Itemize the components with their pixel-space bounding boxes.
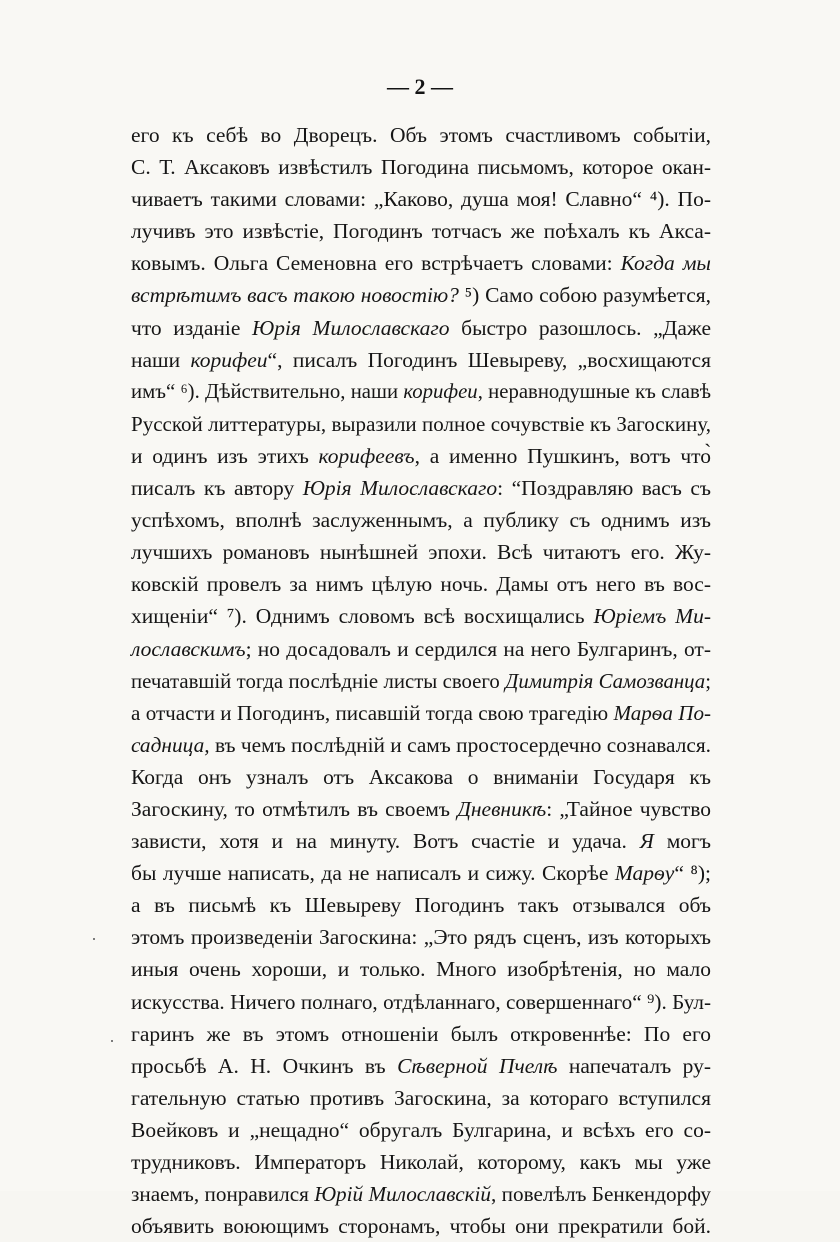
italic-title-span: Марѳа По- bbox=[613, 700, 712, 725]
text-line bbox=[131, 119, 711, 151]
text-span: : „Тайное чувство bbox=[546, 796, 711, 821]
text-line bbox=[131, 1114, 711, 1146]
text-span: “ ⁸); bbox=[674, 861, 712, 886]
text-span: въ чемъ послѣдній и самъ простосердечно сознавался. bbox=[209, 732, 711, 757]
text-line bbox=[131, 247, 711, 279]
italic-title-span: Когда мы bbox=[620, 251, 711, 276]
italic-title-span: корифеи bbox=[190, 347, 268, 372]
text-line bbox=[131, 1210, 711, 1242]
paper-speck bbox=[111, 1040, 113, 1042]
italic-title-span: садница, bbox=[131, 732, 210, 757]
text-line bbox=[131, 986, 711, 1018]
text-span: этомъ произведеніи Загоскина: „Это рядъ сценъ, изъ которыхъ bbox=[131, 925, 711, 950]
text-span: , неравнодушные къ славѣ bbox=[477, 380, 711, 403]
text-span: чиваетъ такими словами: „Каково, душа моя! Славно“ ⁴). По- bbox=[131, 187, 711, 212]
text-span: гаринъ же въ этомъ отношеніи былъ откровеннѣе: По его bbox=[131, 1021, 711, 1046]
text-span: хищеніи“ ⁷). Однимъ словомъ всѣ восхищались bbox=[131, 604, 594, 629]
text-span: ковымъ. Ольга Семеновна его встрѣчаетъ словами: bbox=[131, 251, 621, 276]
text-span: , а именно Пушкинъ, вотъ что̀ bbox=[414, 443, 711, 468]
text-span: бы лучше написать, да не написалъ и сижу. Скорѣе bbox=[131, 861, 615, 886]
text-span: искусства. Ничего полнаго, отдѣланнаго, совершеннаго“ ⁹). Бул- bbox=[131, 989, 711, 1014]
italic-title-span: встрѣтимъ васъ такою новостію? bbox=[131, 283, 459, 308]
text-line bbox=[131, 279, 711, 311]
text-span: а отчасти и Погодинъ, писавшій тогда свою трагедію bbox=[131, 700, 614, 725]
text-span: и одинъ изъ этихъ bbox=[131, 443, 319, 468]
text-span: просьбѣ А. Н. Очкинъ въ bbox=[131, 1053, 398, 1078]
italic-title-span: Юрія Милославскаго bbox=[252, 315, 450, 340]
text-line bbox=[131, 183, 711, 215]
text-line bbox=[131, 312, 711, 344]
text-line bbox=[131, 568, 711, 600]
text-span: напечаталъ ру- bbox=[557, 1053, 711, 1078]
text-span: писалъ къ автору bbox=[131, 476, 303, 501]
text-line bbox=[131, 825, 711, 857]
text-line bbox=[131, 761, 711, 793]
text-line bbox=[131, 215, 711, 247]
text-span: наши bbox=[131, 347, 191, 372]
text-line bbox=[131, 1050, 711, 1082]
text-line bbox=[131, 472, 711, 504]
italic-title-span: Я bbox=[639, 829, 654, 854]
text-span: , повелѣлъ Бенкендорфу bbox=[491, 1182, 711, 1207]
text-span: лучшихъ романовъ нынѣшней эпохи. Всѣ читаютъ его. Жу- bbox=[131, 540, 711, 565]
text-line bbox=[131, 665, 711, 697]
italic-title-span: Юрія Милославскаго bbox=[302, 476, 498, 501]
text-span: ⁵) Само собою разумѣется, bbox=[458, 283, 711, 308]
text-span: а въ письмѣ къ Шевыреву Погодинъ такъ отзывался объ bbox=[131, 893, 711, 918]
text-span: ; но досадовалъ и сердился на него Булгаринъ, от- bbox=[245, 636, 711, 661]
text-span: иныя очень хороши, и только. Много изобрѣтенія, но мало bbox=[131, 957, 711, 982]
italic-title-span: Сѣверной Пчелѣ bbox=[397, 1053, 558, 1078]
text-line bbox=[131, 953, 711, 985]
text-line bbox=[131, 408, 711, 440]
text-line bbox=[131, 857, 711, 889]
text-span: “, писалъ Погодинъ Шевыреву, „восхищаются bbox=[267, 347, 711, 372]
text-line bbox=[131, 889, 711, 921]
text-span: ковскій провелъ за нимъ цѣлую ночь. Дамы отъ него въ вос- bbox=[131, 572, 711, 597]
text-span: знаемъ, понравился bbox=[131, 1182, 315, 1207]
text-span: его къ себѣ во Дворецъ. Объ этомъ счастливомъ событіи, bbox=[131, 123, 711, 147]
text-span: быстро разошлось. „Даже bbox=[449, 315, 711, 340]
italic-title-span: Дневникѣ bbox=[457, 796, 547, 821]
text-span: Когда онъ узналъ отъ Аксакова о вниманіи Государя къ bbox=[131, 764, 711, 789]
text-span: печатавшій тогда послѣдніе листы своего bbox=[131, 668, 506, 693]
text-line bbox=[131, 151, 711, 183]
text-line bbox=[131, 504, 711, 536]
text-span: Русской литтературы, выразили полное сочувствіе къ Загоскину, bbox=[131, 411, 711, 436]
italic-title-span: корифеи bbox=[403, 380, 478, 403]
page-number: — 2 — bbox=[387, 74, 453, 99]
italic-title-span: Юріемъ Ми- bbox=[593, 604, 711, 629]
text-span: объявить воюющимъ сторонамъ, чтобы они прекратили бой. bbox=[131, 1214, 711, 1239]
text-line bbox=[131, 600, 711, 632]
text-line bbox=[131, 1146, 711, 1178]
italic-title-span: корифеевъ bbox=[318, 443, 415, 468]
text-line bbox=[131, 633, 711, 665]
text-line bbox=[131, 921, 711, 953]
text-line bbox=[131, 376, 711, 408]
text-line bbox=[131, 1018, 711, 1050]
text-span: ; bbox=[705, 668, 711, 693]
text-line bbox=[131, 344, 711, 376]
text-span: могъ bbox=[653, 829, 711, 854]
italic-title-span: Димитрія Самозванца bbox=[505, 668, 706, 693]
text-span: гательную статью противъ Загоскина, за котораго вступился bbox=[131, 1085, 711, 1110]
text-span: зависти, хотя и на минуту. Вотъ счастіе и удача. bbox=[131, 829, 640, 854]
text-line bbox=[131, 793, 711, 825]
italic-title-span: Юрій Милославскій bbox=[314, 1182, 492, 1207]
text-line bbox=[131, 729, 711, 761]
text-span: : “Поздравляю васъ съ bbox=[497, 476, 711, 501]
body-text bbox=[131, 119, 711, 1242]
text-span: трудниковъ. Императоръ Николай, которому, какъ мы уже bbox=[131, 1150, 711, 1174]
text-span: С. Т. Аксаковъ извѣстилъ Погодина письмомъ, которое окан- bbox=[131, 155, 711, 180]
text-line bbox=[131, 697, 711, 729]
italic-title-span: Марѳу bbox=[614, 861, 675, 886]
text-line bbox=[131, 536, 711, 568]
text-line bbox=[131, 1178, 711, 1210]
text-line bbox=[131, 440, 711, 472]
text-span: имъ“ ⁶). Дѣйствительно, наши bbox=[131, 380, 404, 403]
text-span: что изданіе bbox=[131, 315, 253, 340]
text-span: Воейковъ и „нещадно“ обругалъ Булгарина, и всѣхъ его со- bbox=[131, 1117, 711, 1142]
text-line bbox=[131, 1082, 711, 1114]
paper-speck bbox=[93, 938, 95, 940]
text-span: Загоскину, то отмѣтилъ въ своемъ bbox=[131, 796, 458, 821]
text-span: лучивъ это извѣстіе, Погодинъ тотчасъ же поѣхалъ къ Акса- bbox=[131, 219, 711, 244]
italic-title-span: лославскимъ bbox=[131, 636, 246, 661]
text-span: успѣхомъ, вполнѣ заслуженнымъ, а публику съ однимъ изъ bbox=[131, 508, 711, 533]
